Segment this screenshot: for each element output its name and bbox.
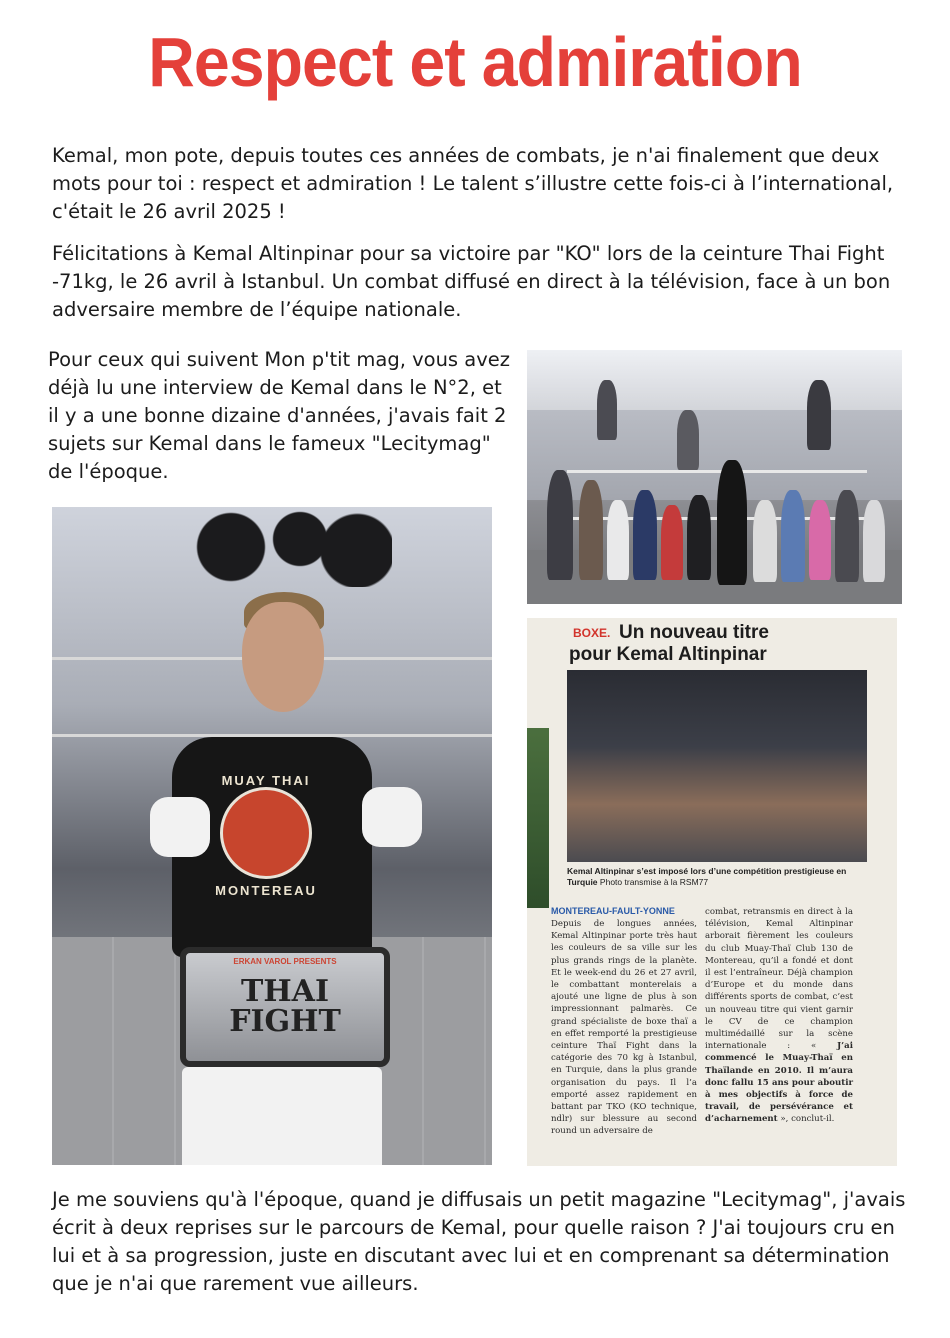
paragraph-congrats: Félicitations à Kemal Altinpinar pour sa victoire par "KO" lors de la ceinture Thai Fight -71kg, le 26 avril à Istanbul. Un combat diffusé en direct à la télévision, face à un bon adversaire membre de l’équipe nationale. — [52, 242, 891, 321]
person-figure — [661, 505, 683, 580]
person-figure — [597, 380, 617, 440]
group-photo — [527, 350, 902, 604]
newspaper-photo — [567, 670, 867, 862]
newspaper-clipping — [527, 618, 897, 1166]
column-2-end: », conclut-il. — [780, 1114, 835, 1125]
newspaper-headline-line2: pour Kemal Altinpinar — [569, 644, 767, 665]
paragraph-history: Pour ceux qui suivent Mon p'tit mag, vous avez déjà lu une interview de Kemal dans le N°2, et il y a une bonne dizaine d'années, j'avais fait 2 sujets sur Kemal dans le fameux "Lecitymag" de l'époque. — [48, 348, 511, 483]
muay-thai-logo — [220, 787, 312, 879]
caption-credit: Photo transmise à la RSM77 — [599, 877, 709, 887]
person-figure — [687, 495, 711, 580]
newspaper-column-1: Depuis de longues années, Kemal Altinpinar porte très haut les couleurs de sa ville sur les plus grands rings de la planète. Et le week-end du 26 et 27 avril, le combattant monterelais a ajouté une ligne de plus à son impressionnant palmarès. Ce grand spécialiste de boxe thaï a en effet remporté la prestigieuse ceinture Thaï Fight dans la catégorie des 70 kg à Istanbul, en Turquie, dans la plus grande organisation du pays. Il l’a emporté assez rapidement en battant par TKO (KO technique, ndlr) sur blessure au second round un adversaire de — [551, 919, 697, 1137]
person-figure — [633, 490, 657, 580]
newspaper-caption — [567, 866, 867, 888]
person-figure — [835, 490, 859, 582]
column-2-quote: J’ai commencé le Muay-Thaï en Thaïlande en 2010. Il m’aura donc fallu 15 ans pour aboutir à mes objectifs à force de travail, de persévérance et d’acharnement — [705, 1041, 853, 1125]
right-fist — [362, 787, 422, 847]
person-figure — [781, 490, 805, 582]
person-figure — [547, 470, 573, 580]
newspaper-kicker: BOXE. — [573, 626, 611, 640]
boxer-shorts — [182, 1067, 382, 1165]
paragraph-intro: Kemal, mon pote, depuis toutes ces années de combats, je n'ai finalement que deux mots pour toi : respect et admiration ! Le talent s’illustre cette fois-ci à l’international, c'était le 26 avril 2025 ! — [52, 144, 894, 223]
boxer-head — [242, 602, 324, 712]
person-figure — [717, 460, 747, 585]
newspaper-dateline: MONTEREAU-FAULT-YONNE — [551, 906, 675, 916]
newspaper-column-2 — [705, 906, 853, 1126]
belt-subtitle: ERKAN VAROL PRESENTS — [233, 957, 337, 966]
person-figure — [579, 480, 603, 580]
boxer-photo — [52, 507, 492, 1165]
column-2-text: combat, retransmis en direct à la télévision, Kemal Altinpinar arborait fièrement les couleurs du club Muay-Thaï Club 130 de Montereau, qu’il a fondé et dont il est l’entraîneur. Déjà champion d’Europe et du monde dans différents sports de combat, c’est un nouveau titre qui vient garnir le CV de ce champion multimédaillé sur la scène internationale : « — [705, 907, 853, 1052]
belt-title: THAI FIGHT — [229, 974, 341, 1039]
tshirt-text-bottom: MONTEREAU — [215, 883, 317, 898]
newspaper-side-image — [527, 728, 549, 908]
paragraph-closing: Je me souviens qu'à l'époque, quand je diffusais un petit magazine "Lecitymag", j'avais écrit à deux reprises sur le parcours de Kemal, pour quelle raison ? J'ai toujours cru en lui et à sa progression, juste en discutant avec lui et en comprenant sa détermination que je n'ai que rarement vue ailleurs. — [52, 1188, 906, 1295]
left-fist — [150, 797, 210, 857]
page-title: Respect et admiration — [148, 23, 802, 101]
person-figure — [677, 410, 699, 470]
tshirt-text-top: MUAY THAI — [221, 773, 311, 788]
person-figure — [607, 500, 629, 580]
stage-lights — [162, 507, 392, 587]
person-figure — [753, 500, 777, 582]
caption-text: Kemal Altinpinar s’est imposé lors d’une compétition prestigieuse en Turquie — [567, 866, 847, 887]
group-photo-ceiling — [527, 350, 902, 410]
newspaper-headline-line1: Un nouveau titre — [619, 622, 769, 643]
person-figure — [863, 500, 885, 582]
person-figure — [809, 500, 831, 580]
person-figure — [807, 380, 831, 450]
